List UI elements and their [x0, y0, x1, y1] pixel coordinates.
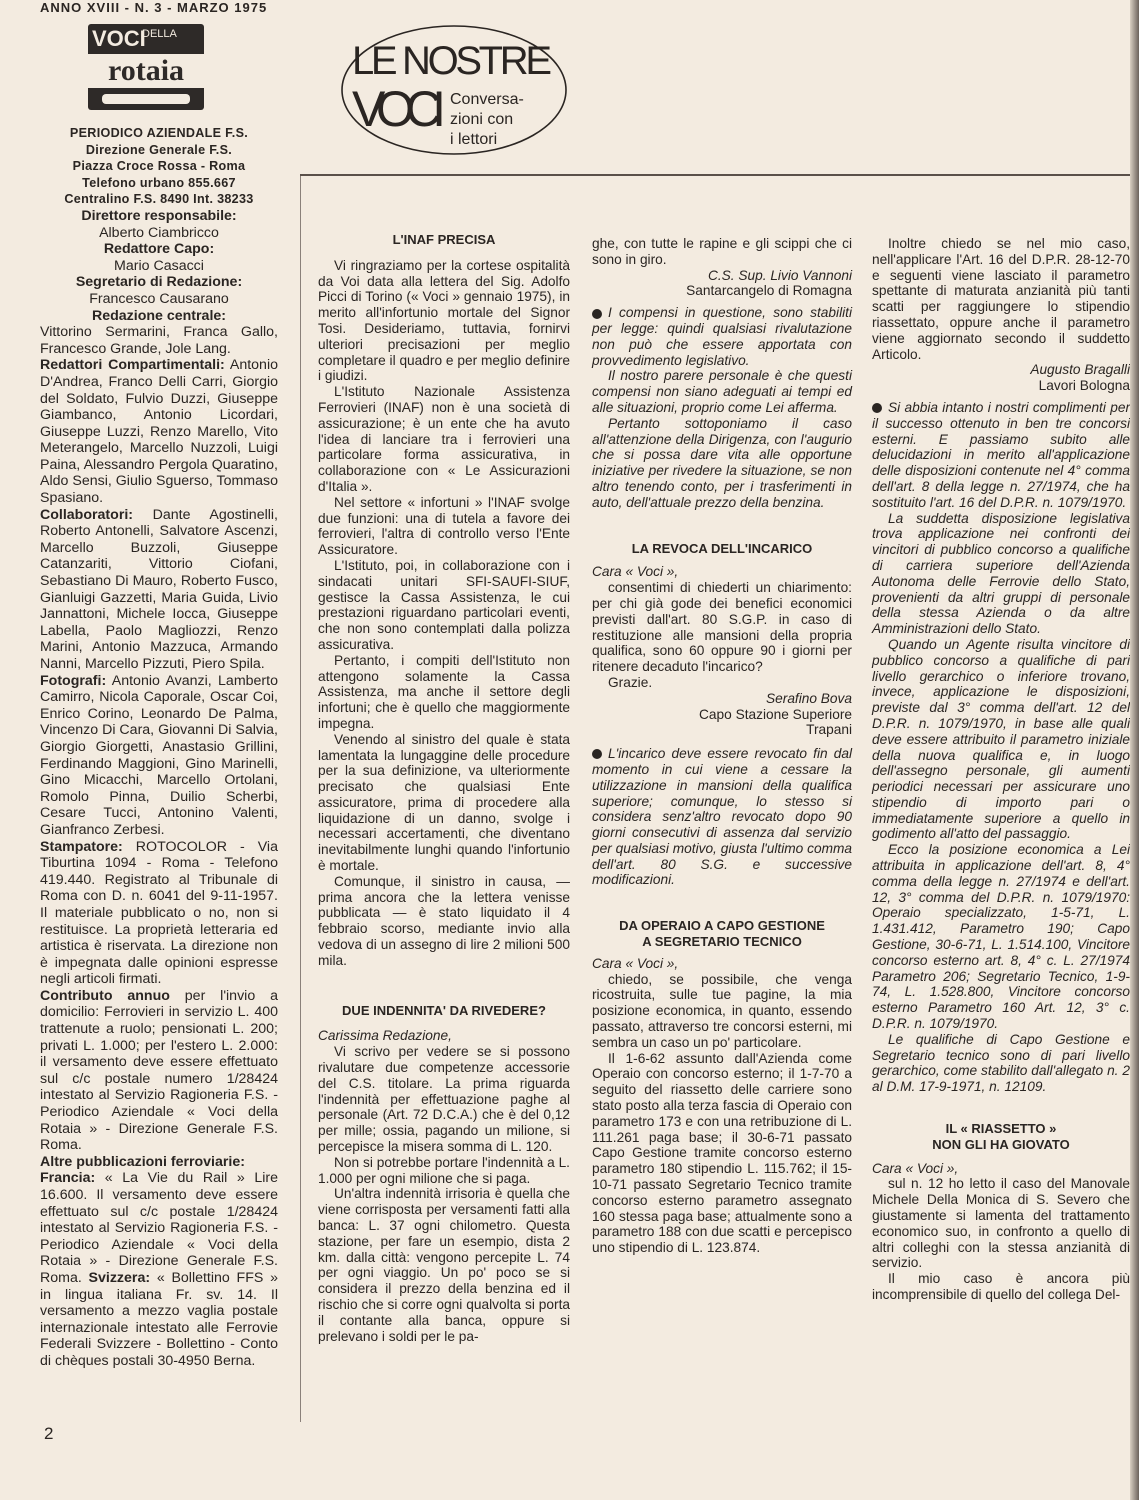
riassetto-p1: sul n. 12 ho letto il caso del Manovale Michele Della Monica di S. Severo che giustamente si lamenta del trattamento economico suo, in confronto a quello di altri colleghi con la stessa anzianità di servizio.	[872, 1176, 1130, 1271]
revoca-salute: Cara « Voci »,	[592, 564, 679, 580]
inaf-p7: Comunque, il sinistro in causa, — prima ancora che la lettera venisse pubblicata — è stato liquidato il 4 febbraio scorso, mediante invio alla vedova di un assegno di lire 2 milioni 500 mila.	[318, 873, 570, 968]
masthead-l2: Direzione Generale F.S.	[85, 142, 233, 157]
operaio-sig1: Augusto Bragalli	[1030, 362, 1130, 378]
coll-names: Dante Agostinelli, Roberto Antonelli, Salvatore Ascenzi, Marcello Buzzoli, Giuseppe Catanzariti, Vittorio Ciofani, Sebastiano Di Mauro, Roberto Fusco, Gianluigi Gazzetti, Maria Guida, Livio Jannattoni, Michele Iocca, Giuseppe Labella, Paolo Magliozzi, Renzo Marini, Antonio Mazzuca, Armando Nanni, Marcello Pizzuti, Piero Spila.	[40, 506, 278, 672]
operaio-sig2: Lavori Bologna	[1038, 378, 1130, 394]
indennita-sig1: C.S. Sup. Livio Vannoni	[707, 267, 852, 283]
rc-label: Redazione centrale:	[91, 307, 227, 324]
column-3	[592, 236, 852, 1256]
revoca-p2: Grazie.	[608, 674, 653, 690]
riassetto-p2: Il mio caso è ancora più incomprensibile di quello del collega Del-	[872, 1271, 1130, 1302]
column-2	[318, 232, 570, 1344]
revoca-sig3: Trapani	[806, 722, 852, 738]
operaio-salute: Cara « Voci »,	[592, 955, 679, 971]
operaio-ans1: Si abbia intanto i nostri complimenti per il successo ottenuto in ben tre concorsi esterni. E passiamo subito alle delucidazioni in merito all'applicazione delle disposizioni contenute nel 4° comma dell'art. 8 della legge n. 27/1974, che ha sostituito l'art. 16 del D.P.R. n. 1079/1970.	[872, 399, 1130, 510]
dir-name: Alberto Ciambricco	[99, 224, 219, 241]
bullet-icon	[592, 309, 602, 319]
inaf-p1: Vi ringraziamo per la cortese ospitalità da Voi data alla lettera del Sig. Adolfo Picci di Torino (« Voci » gennaio 1975), in merito all'infortunio mortale del Signor Tosi. Desideriamo, tuttavia, fornirvi ulteriori precisazioni per meglio completare il quadro e per meglio definire i giudizi.	[318, 257, 570, 384]
inaf-p2: L'Istituto Nazionale Assistenza Ferrovieri (INAF) non è una società di assicurazione; è un ente che ha avuto l'idea di lanciare tra i ferrovieri una particolare forma assicurativa, in collaborazione con « Le Assicurazioni d'Italia ».	[318, 384, 570, 494]
logo-della: DELLA	[142, 28, 177, 40]
comp-names: Antonio D'Andrea, Franco Delli Carri, Giorgio del Soldato, Fulvio Duzzi, Giuseppe Giambanco, Antonio Licordari, Giuseppe Luzzi, Renzo Marello, Vito Meterangelo, Marcello Nuzzoli, Luigi Paina, Alessandro Pergola Quaratino, Aldo Sensi, Giulio Sguerso, Tommaso Spasiano.	[40, 357, 278, 507]
operaio-ans5: Le qualifiche di Capo Gestione e Segretario tecnico sono di pari livello gerarchico, come stabilito dall'allegato n. 2 al D.M. 17-9-1971, n. 12109.	[872, 1031, 1130, 1095]
title-sub3: i lettori	[450, 131, 498, 148]
train-icon	[102, 94, 190, 104]
masthead	[40, 125, 278, 1370]
indennita-ans3: Pertanto sottoponiamo il caso all'attenzione della Dirigenza, con l'augurio che si possa dare vita alle opportune iniziative per rivedere la situazione, se non altro tenendo conto, per i trasferimenti in auto, dell'attuale prezzo della benzina.	[592, 415, 852, 510]
masthead-l1: PERIODICO AZIENDALE F.S.	[69, 126, 249, 140]
column-4	[872, 236, 1130, 1303]
indennita-sig2: Santarcangelo di Romagna	[686, 283, 852, 299]
indennita-heading: DUE INDENNITA' DA RIVEDERE?	[342, 1002, 546, 1018]
foto-names: Antonio Avanzi, Lamberto Camirro, Nicola Caporale, Oscar Coi, Enrico Corino, Leonardo De Palma, Vincenzo Di Cara, Giovanni Di Salvia, Giorgio Giorgetti, Anastasio Grillini, Ferdinando Maggioni, Gino Marinelli, Gino Micacchi, Marcello Ortolani, Romolo Pinna, Duilio Scherbi, Cesare Tucci, Antonino Valenti, Gianfranco Zerbesi.	[40, 672, 278, 838]
logo-voci: VOCI	[92, 26, 146, 51]
operaio-p3: Inoltre chiedo se nel mio caso, nell'applicare l'Art. 16 del D.P.R. 28-12-70 e seguenti viene lasciato il parametro spettante di maturata anzianità più tanti scatti per raggiungere lo stipendio riassettato, oppure anche il parametro viene aggiornato secondo il suddetto Articolo.	[872, 236, 1130, 362]
indennita-p3: Un'altra indennità irrisoria è quella che viene corrisposta per versamenti fatti alla banca: L. 37 ogni chilometro. Questa stazione, per fare un esempio, dista 2 km. dalla città: vengono percepite L. 74 per ogni viaggio. Un po' poco se si considera il prezzo della benzina ed il rischio che si corre ogni qualvolta si porta il contante alla banca, oppure si prelevano i soldi per le pa-	[318, 1186, 570, 1344]
revoca-sig2: Capo Stazione Superiore	[699, 706, 852, 722]
revoca-heading: LA REVOCA DELL'INCARICO	[631, 540, 813, 556]
page-edge	[1130, 0, 1139, 1500]
svizzera-label: Svizzera:	[88, 1269, 151, 1286]
inaf-p3: Nel settore « infortuni » l'INAF svolge due funzioni: una di tutela a favore dei ferrovieri, l'altra di controllo verso l'Ente Assicuratore.	[318, 494, 570, 558]
indennita-p2: Non si potrebbe portare l'indennità a L. 1.000 per ogni milione che si paga.	[318, 1154, 570, 1186]
francia-label: Francia:	[40, 1170, 96, 1187]
rc-names: Vittorino Sermarini, Franca Gallo, Francesco Grande, Jole Lang.	[40, 324, 278, 357]
indennita-p1: Vi scrivo per vedere se si possono rivalutare due competenze accessorie del C.S. titolare. La prima riguarda l'indennità per effettuazione paghe al personale (Art. 72 D.C.A.) che è del 0,12 per mille; ossia, pagando un milione, si percepisce la misera somma di L. 120.	[318, 1044, 570, 1155]
stamp-text: ROTOCOLOR - Via Tiburtina 1094 - Roma - Telefono 419.440. Registrato al Tribunale di Roma con D. n. 6041 del 9-11-1957. Il materiale pubblicato o no, non si restituisce. La proprietà letteraria ed artistica è riservata. La direzione non è impegnata dalle opinioni espresse negli articoli firmati.	[40, 838, 278, 988]
riassetto-heading-1: IL « RIASSETTO »	[945, 1121, 1057, 1137]
indennita-ans2: Il nostro parere personale è che questi compensi non siano adeguati ai tempi ed alle situazioni, proprio come Lei afferma.	[592, 368, 852, 415]
operaio-p2: Il 1-6-62 assunto dall'Azienda come Operaio con concorso esterno; il 1-7-70 a seguito del riassetto delle carriere sono stato posto alla terza fascia di Operaio con parametro 173 e con una retribuzione di L. 111.261 paga base; il 30-6-71 passato Capo Gestione tramite concorso esterno parametro 180 stipendio L. 115.762; il 15-10-71 passato Segretario Tecnico tramite concorso esterno parametro assegnato 160 stessa paga base; attualmente sono a parametro 188 con due scatti e percepisco uno stipendio di L. 123.874.	[592, 1050, 852, 1256]
logo-rotaia: rotaia	[88, 54, 204, 88]
inaf-p6: Venendo al sinistro del quale è stata lamentata la lungaggine delle procedure per la sua definizione, va ulteriormente precisato che qualsiasi Ente assicuratore, prima di procedere alla liquidazione di un danno, svolge i necessari accertamenti, che diventano inevitabilmente lunghi quando l'infortunio è mortale.	[318, 731, 570, 874]
operaio-heading-2: A SEGRETARIO TECNICO	[642, 934, 802, 950]
inaf-heading: L'INAF PRECISA	[392, 232, 496, 247]
contr-text: per l'invio a domicilio: Ferrovieri in servizio L. 400 trattenute a ruolo; pensionati L. 200; privati L. 1.000; per l'estero L. 2.000: il versamento deve essere effettuato sul c/c postale numero 1/28424 intestato al Servizio Ragioneria F.S. - Periodico Aziendale « Voci della Rotaia » - Direzione Generale F.S. Roma.	[40, 987, 278, 1154]
header-rule	[300, 174, 1130, 176]
column-divider	[300, 176, 301, 1422]
operaio-ans4: Ecco la posizione economica a Lei attribuita in applicazione dell'art. 8, 4° comma della legge n. 27/1974 e dell'art. 12, 3° comma del D.P.R. n. 1079/1970: Operaio specializzato, 1-5-71, L. 1.431.412, Parametro 190; Capo Gestione, 30-6-71, L. 1.514.100, Vincitore concorso esterno art. 8, 4° c. L. 27/1974 Parametro 206; Segretario Tecnico, 1-9-74, L. 1.528.800, Vincitore concorso esterno Parametro 160 Art. 12, 3° c. D.P.R. n. 1079/1970.	[872, 842, 1130, 1032]
indennita-p4: ghe, con tutte le rapine e gli scippi che ci sono in giro.	[592, 236, 852, 267]
revoca-sig1: Serafino Bova	[766, 690, 852, 706]
foto-label: Fotografi:	[40, 672, 107, 689]
masthead-l5: Centralino F.S. 8490 Int. 38233	[64, 192, 254, 207]
altre-label: Altre pubblicazioni ferroviarie:	[40, 1153, 245, 1170]
operaio-p1: chiedo, se possibile, che venga ricostruita, sulle tue pagine, la mia posizione economica, in quanto, essendo passato, attraverso tre concorsi esterni, mi sembra un caso un po' particolare.	[592, 971, 852, 1050]
indennita-salute: Carissima Redazione,	[318, 1028, 452, 1044]
operaio-ans2: La suddetta disposizione legislativa trova applicazione nei confronti dei vincitori di pubblico concorso a qualifiche di carriera superiore dell'Azienda Autonoma delle Ferrovie dello Stato, provenienti da altri gruppi di personale della stessa Azienda o da altre Amministrazioni dello Stato.	[872, 510, 1130, 637]
rotaia-logo	[88, 24, 204, 110]
title-sub2: zioni con	[450, 111, 514, 128]
operaio-ans3: Quando un Agente risulta vincitore di pubblico concorso a qualifiche di pari livello gerarchico o inferiore trovano, invece, applicazione le disposizioni, previste dal 3° comma dell'art. 12 del D.P.R. n. 1079/1970, in base alle quali deve essere attribuito il parametro iniziale della nuova qualifica e, in luogo dell'assegno personale, gli aumenti periodici necessari per assicurare uno stipendio di importo pari o immediatamente superiore a quello in godimento all'atto del passaggio.	[872, 636, 1130, 842]
indennita-ans1: I compensi in questione, sono stabiliti per legge: quindi qualsiasi rivalutazione non può che essere apportata con provvedimento legislativo.	[592, 305, 852, 368]
inaf-p4: L'Istituto, poi, in collaborazione con i sindacati unitari SFI-SAUFI-SIUF, gestisce la Cassa Assistenza, le cui prestazioni riguardano particolari eventi, che non sono contemplati dalla polizza assicurativa.	[318, 557, 570, 652]
title-voci: VOCI	[352, 81, 446, 137]
dir-label: Direttore responsabile:	[81, 207, 237, 224]
bullet-icon	[872, 403, 882, 413]
comp-label: Redattori Compartimentali:	[40, 357, 225, 374]
riassetto-heading-2: NON GLI HA GIOVATO	[932, 1136, 1070, 1152]
issue-line: ANNO XVIII - N. 3 - MARZO 1975	[40, 0, 268, 15]
title-le-nostre: LE NOSTRE	[352, 39, 552, 83]
title-sub1: Conversa-	[450, 91, 524, 108]
inaf-p5: Pertanto, i compiti dell'Istituto non attengono solamente la Cassa Assistenza, ma anche il settore degli infortuni; che è quello che maggiormente impegna.	[318, 652, 570, 731]
bullet-icon	[592, 749, 602, 759]
svizzera-text: « Bollettino FFS » in lingua italiana Fr. sv. 14. Il versamento a mezzo vaglia postale internazionale intestato alle Ferrovie Federali Svizzere - Bollettino - Conto di chèques postali 30-4950 Berna.	[40, 1269, 278, 1369]
red-name: Mario Casacci	[114, 257, 204, 274]
red-label: Redattore Capo:	[103, 241, 215, 258]
masthead-l3: Piazza Croce Rossa - Roma	[72, 159, 246, 174]
seg-name: Francesco Causarano	[89, 290, 229, 307]
revoca-p1: consentimi di chiederti un chiarimento: per chi già gode dei benefici economici previsti dall'art. 80 S.G.P. in caso di restituzione alle mansioni della propria qualifica, sono 60 oppure 90 i giorni per ritenere decaduto l'incarico?	[592, 580, 852, 675]
francia-text: « La Vie du Rail » Lire 16.600. Il versamento deve essere effettuato sul c/c postale 1/28424 intestato al Servizio Ragioneria F.S. - Periodico Aziendale « Voci della Rotaia » - Direzione Generale F.S. Roma.	[40, 1170, 278, 1286]
riassetto-salute: Cara « Voci »,	[872, 1160, 959, 1176]
revoca-ans: L'incarico deve essere revocato fin dal momento in cui viene a cessare la utilizzazione in mansioni della qualifica superiore; comunque, lo stesso si considera senz'altro revocato dopo 90 giorni consecutivi di assenza dal servizio per qualsiasi motivo, giusta l'ultimo comma dell'art. 80 S.G. e successive modificazioni.	[592, 746, 852, 888]
contr-label: Contributo annuo	[40, 987, 170, 1004]
masthead-l4: Telefono urbano 855.667	[82, 175, 236, 190]
page-number: 2	[44, 1424, 54, 1443]
seg-label: Segretario di Redazione:	[75, 274, 243, 291]
coll-label: Collaboratori:	[40, 506, 134, 523]
section-title	[338, 22, 570, 162]
operaio-heading-1: DA OPERAIO A CAPO GESTIONE	[619, 918, 825, 934]
stamp-label: Stampatore:	[40, 838, 123, 855]
